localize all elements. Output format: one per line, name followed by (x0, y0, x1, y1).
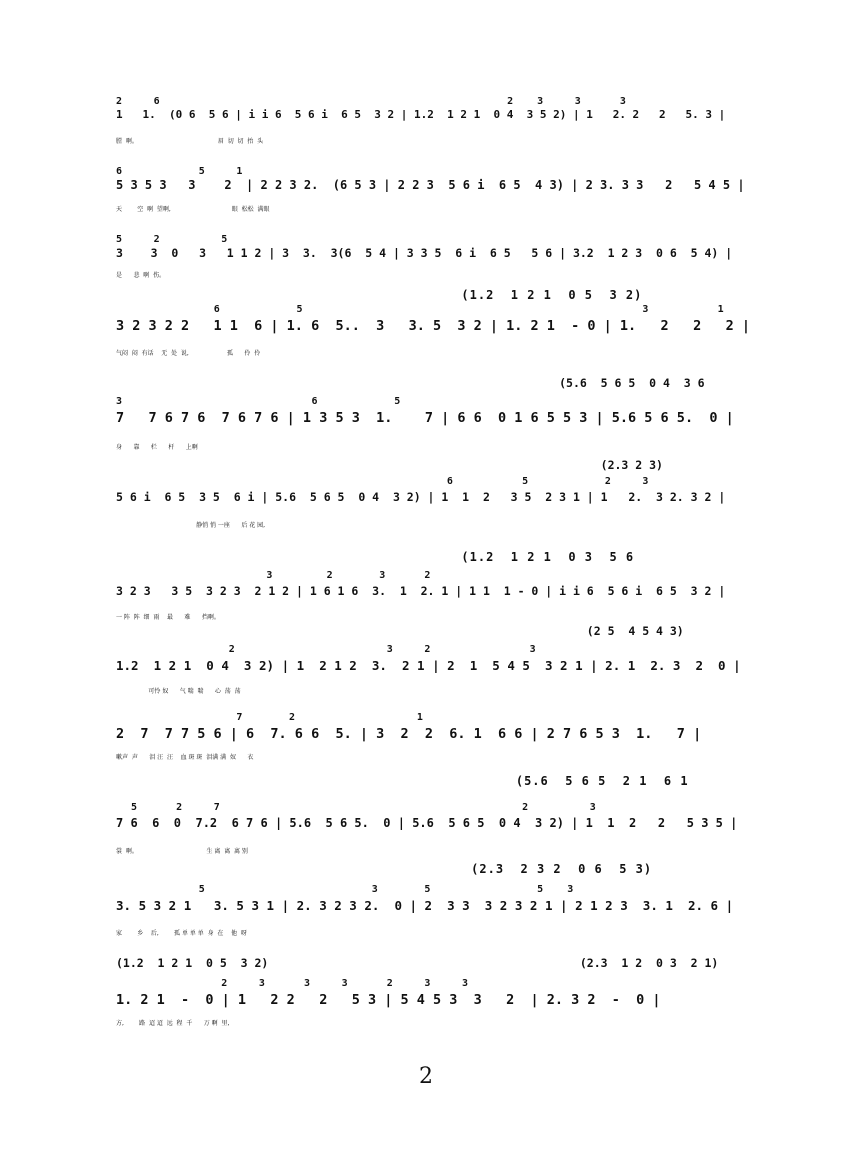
ornament-row: 5 2 5 (116, 234, 229, 245)
notation-row: 7 6 6 0 7.2 6 7 6 | 5.6 5 6 5. 0 | 5.6 5 6 5 0 4 3 2) | 1 1 2 2 5 3 5 | (116, 816, 738, 830)
notation-row: 3 2 3 2 2 1 1 6 | 1. 6 5.. 3 3. 5 3 2 | 1. 2 1 - 0 | 1. 2 2 2 | (116, 318, 750, 334)
aux-passage: (1.2 1 2 1 0 5 3 2) (2.3 1 2 0 3 2 1) (116, 956, 719, 970)
lyrics-row: 身 靠 栏 杆 上啊 (116, 444, 198, 451)
lyrics-row: 膛 啊。 眉 切 切 抬 头 (116, 138, 264, 145)
lyrics-row: 天 空 啊 望啊, 眼 松松 满眼 (116, 206, 270, 213)
ornament-row: 7 2 1 (116, 712, 425, 723)
aux-passage: (2.3 2 3) (116, 458, 663, 472)
notation-row: 1 1. (0 6 5 6 | i i 6 5 6 i 6 5 3 2 | 1.2 1 2 1 0 4 3 5 2) | 1 2. 2 2 5. 3 | (116, 108, 726, 121)
aux-passage: (2.3 2 3 2 0 6 5 3) (282, 862, 653, 876)
ornament-row: 3 6 5 (116, 396, 402, 407)
ornament-row: 6 5 1 (116, 166, 244, 177)
lyrics-row: 一 阵 阵 细 雨 最 难 挡啊。 (116, 614, 220, 621)
lyrics-row: 嗽声 声 泪 汪 汪 血 斑 斑 泪满 满 奴 衣 (116, 754, 254, 761)
lyrics-row: 裳 啊。 生 离 离 离 别 (116, 848, 248, 855)
lyrics-row: 可怜 奴 气 喘 喘 心 荡 荡 (116, 688, 241, 695)
notation-row: 7 7 6 7 6 7 6 7 6 | 1 3 5 3 1. 7 | 6 6 0 1 6 5 5 3 | 5.6 5 6 5. 0 | (116, 410, 734, 426)
lyrics-row: 方, 路 迢 迢 远 程 千 万 啊 里, (116, 1020, 230, 1027)
notation-row: 3 2 3 3 5 3 2 3 2 1 2 | 1 6 1 6 3. 1 2. 1 | 1 1 1 - 0 | i i 6 5 6 i 6 5 3 2 | (116, 584, 726, 598)
page-number: 2 (419, 1064, 433, 1089)
aux-passage: (1.2 1 2 1 0 3 5 6 (116, 550, 635, 564)
notation-row: 5 3 5 3 3 2 | 2 2 3 2. (6 5 3 | 2 2 3 5 6 i 6 5 4 3) | 2 3. 3 3 2 5 4 5 | (116, 178, 745, 192)
notation-row: 2 7 7 7 5 6 | 6 7. 6 6 5. | 3 2 2 6. 1 6 6 | 2 7 6 5 3 1. 7 | (116, 726, 702, 742)
ornament-row: 2 6 2 3 3 3 (116, 96, 628, 107)
notation-row: 1. 2 1 - 0 | 1 2 2 2 5 3 | 5 4 5 3 3 2 | 2. 3 2 - 0 | (116, 992, 661, 1008)
notation-row: 3 3 0 3 1 1 2 | 3 3. 3(6 5 4 | 3 3 5 6 i 6 5 5 6 | 3.2 1 2 3 0 6 5 4) | (116, 246, 733, 260)
ornament-row: 6 5 2 3 (116, 476, 650, 487)
aux-passage: (5.6 5 6 5 2 1 6 1 (302, 774, 689, 788)
notation-row: 5 6 i 6 5 3 5 6 i | 5.6 5 6 5 0 4 3 2) | 1 1 2 3 5 2 3 1 | 1 2. 3 2. 3 2 | (116, 490, 726, 504)
lyrics-row: 静悄 悄 一座 后 花 园, (116, 522, 266, 529)
lyrics-row: 家 乡 后, 孤 单 单 单 身 在 他 呀 (116, 930, 247, 937)
lyrics-row: 气闷 闷 有话 无 处 说, 孤 伶 伶 (116, 350, 261, 357)
notation-row: 1.2 1 2 1 0 4 3 2) | 1 2 1 2 3. 2 1 | 2 1 5 4 5 3 2 1 | 2. 1 2. 3 2 0 | (116, 658, 741, 673)
aux-passage: (1.2 1 2 1 0 5 3 2) (116, 288, 643, 302)
ornament-row: 2 3 3 3 2 3 3 (116, 978, 470, 989)
ornament-row: 6 5 3 1 (116, 304, 726, 315)
ornament-row: 5 3 5 5 3 (116, 884, 575, 895)
ornament-row: 5 2 7 2 3 (116, 802, 598, 813)
notation-row: 3. 5 3 2 1 3. 5 3 1 | 2. 3 2 3 2. 0 | 2 3 3 3 2 3 2 1 | 2 1 2 3 3. 1 2. 6 | (116, 898, 734, 913)
lyrics-row: 是 悲 啊 伤。 (116, 272, 166, 279)
aux-passage: (2 5 4 5 4 3) (116, 624, 684, 638)
ornament-row: 3 2 3 2 (116, 570, 432, 581)
ornament-row: 2 3 2 3 (116, 644, 538, 655)
aux-passage: (5.6 5 6 5 0 4 3 6 (116, 376, 705, 390)
